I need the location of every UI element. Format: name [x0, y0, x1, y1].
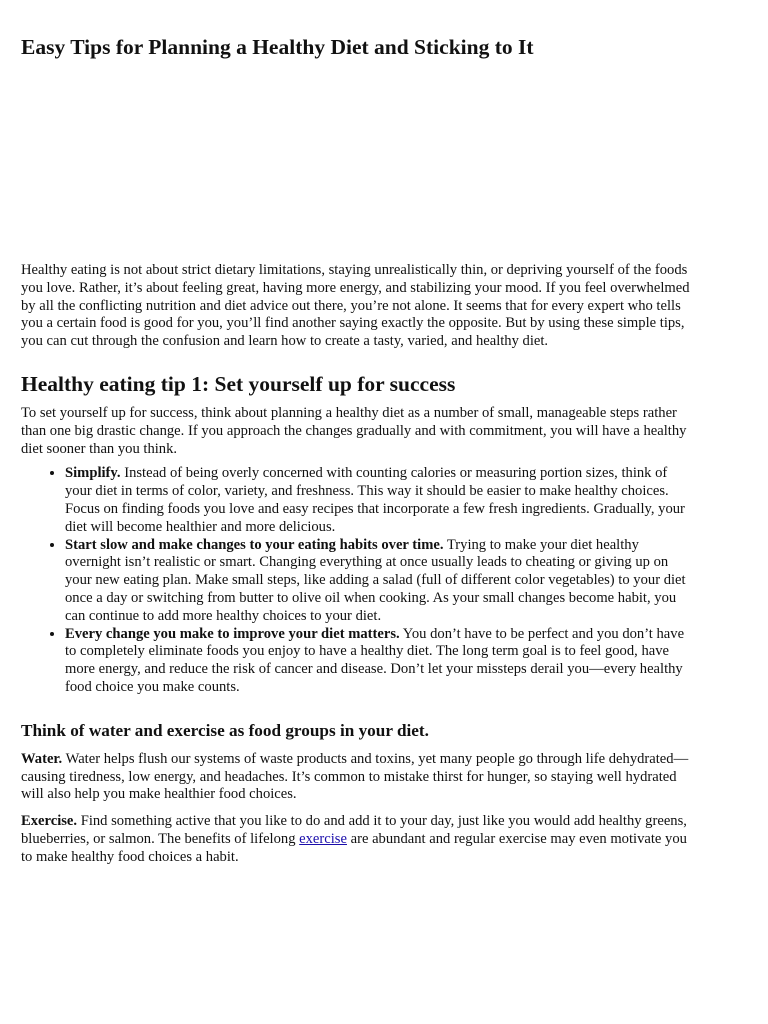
list-item [65, 626, 696, 697]
food-groups-heading: Think of water and exercise as food groups in your diet. [21, 720, 429, 740]
exercise-paragraph [21, 813, 696, 866]
list-item-text: Trying to make your diet healthy overnight isn’t realistic or smart. Changing everything at once usually leads to cheating or giving up on your new eating plan. Make small steps, like adding a salad (full of different color vegetables) to your diet once a day or switching from butter to olive oil when cooking. As your small changes become habit, you can continue to add more healthy choices to your diet. [65, 536, 686, 624]
list-item-text: You don’t have to be perfect and you don’t have to completely eliminate foods you enjoy to have a healthy diet. The long term goal is to feel good, have more energy, and reduce the risk of cancer and disease. Don’t let your missteps derail you—every healthy food choice you make counts. [65, 625, 685, 695]
tip1-lead-paragraph: To set yourself up for success, think about planning a healthy diet as a number of small, manageable steps rather than one big drastic change. If you approach the changes gradually and with commitment, you will have a healthy diet sooner than you think. [21, 404, 687, 457]
list-item-bold: Start slow and make changes to your eating habits over time. [65, 536, 444, 553]
tip1-heading: Healthy eating tip 1: Set yourself up for success [21, 371, 456, 396]
hero-image-placeholder [21, 61, 696, 262]
water-text: Water helps flush our systems of waste products and toxins, yet many people go through life dehydrated—causing tiredness, low energy, and headaches. It’s common to mistake thirst for hunger, so staying well hydrated will also help you make healthier food choices. [21, 750, 689, 803]
water-paragraph [21, 751, 696, 804]
exercise-text-after: are abundant and regular exercise may even motivate you to make healthy food choices a habit. [21, 830, 687, 865]
intro-paragraph: Healthy eating is not about strict dietary limitations, staying unrealistically thin, or depriving yourself of the foods you love. Rather, it’s about feeling great, having more energy, and stabilizing your mood. If you feel overwhelmed by all the conflicting nutrition and diet advice out there, you’re not alone. It seems that for every expert who tells you a certain food is good for you, you’ll find another saying exactly the opposite. But by using these simple tips, you can cut through the confusion and learn how to create a tasty, varied, and healthy diet. [21, 262, 690, 350]
water-label: Water. [21, 750, 63, 767]
list-item [65, 465, 696, 536]
exercise-link[interactable]: exercise [299, 830, 347, 847]
exercise-label: Exercise. [21, 813, 78, 830]
page-title: Easy Tips for Planning a Healthy Diet and Sticking to It [21, 35, 534, 59]
list-item-text: Instead of being overly concerned with counting calories or measuring portion sizes, think of your diet in terms of color, variety, and freshness. This way it should be easier to make healthy choices. Focus on finding foods you love and easy recipes that incorporate a few fresh ingredients. Gradually, your diet will become healthier and more delicious. [65, 465, 685, 535]
list-item-bold: Every change you make to improve your diet matters. [65, 625, 400, 642]
list-item [65, 537, 696, 626]
exercise-text-before: Find something active that you like to do and add it to your day, just like you would add healthy greens, blueberries, or salmon. The benefits of lifelong [21, 813, 687, 847]
list-item-bold: Simplify. [65, 465, 121, 482]
tip1-list [21, 465, 696, 696]
